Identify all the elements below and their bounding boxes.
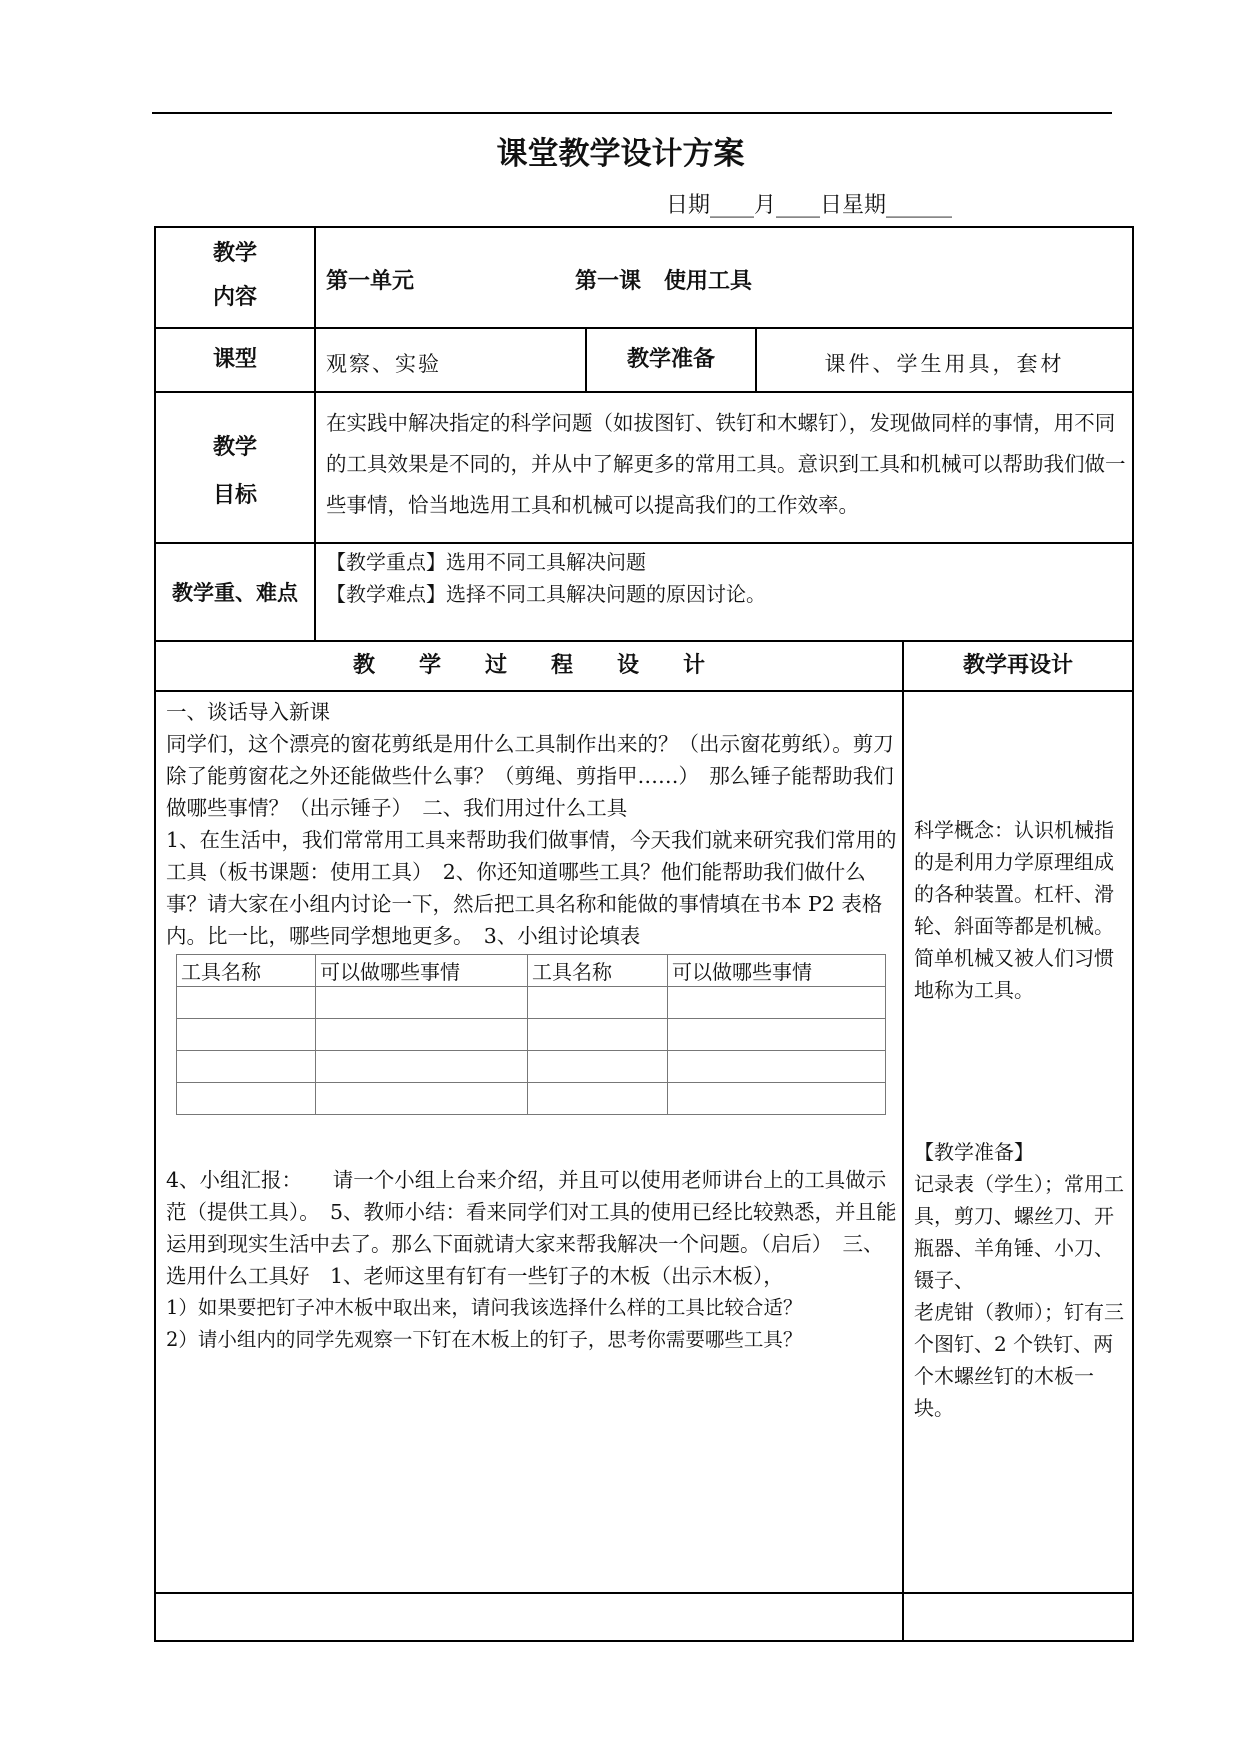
unit-label: 第一单元	[326, 269, 415, 294]
process-body-continued	[166, 1164, 900, 1356]
goal-text: 在实践中解决指定的科学问题（如拔图钉、铁钉和木螺钉），发现做同样的事情，用不同的工具效果是不同的，并从中了解更多的常用工具。意识到工具和机械可以帮助我们做一些事情，恰当地选用工具和机械可以提高我们的工作效率。	[326, 411, 1126, 517]
prep-list-1: 记录表（学生）；常用工具，剪刀、螺丝刀、开瓶器、羊角锤、小刀、镊子、	[914, 1172, 1124, 1292]
redesign-prep	[914, 1136, 1128, 1424]
top-rule	[152, 112, 1112, 114]
goal-label: 教学 目标	[212, 435, 257, 508]
intro-heading: 一、谈话导入新课	[166, 700, 330, 724]
key-label: 教学重、难点	[172, 581, 298, 605]
question-1: 1）如果要把钉子冲木板中取出来，请问我该选择什么样的工具比较合适？	[166, 1296, 803, 1319]
table-row	[177, 987, 886, 1019]
key-point: 【教学重点】选用不同工具解决问题	[326, 550, 646, 574]
page-title: 课堂教学设计方案	[496, 136, 745, 172]
prep-title: 【教学准备】	[914, 1140, 1034, 1164]
table-header: 可以做哪些事情	[316, 955, 528, 987]
table-row	[177, 1051, 886, 1083]
process-header: 教 学 过 程 设 计	[352, 653, 705, 678]
difficulty: 【教学难点】选择不同工具解决问题的原因讨论。	[326, 582, 766, 606]
report-paragraph: 4、小组汇报： 请一个小组上台来介绍，并且可以使用老师讲台上的工具做示范（提供工具）。 5、教师小结：看来同学们对工具的使用已经比较熟悉，并且能运用到现实生活中去了。那么下面就请大家来帮我解决一个问题。（启后） 三、选用什么工具好 1、老师这里有钉有一些钉子的木板（出示木板），	[166, 1168, 897, 1288]
prep-list-2: 老虎钳（教师）；钉有三个图钉、2 个铁钉、两个木螺丝钉的木板一块。	[914, 1300, 1124, 1420]
table-row	[177, 1019, 886, 1051]
lesson-label: 第一课 使用工具	[575, 269, 752, 294]
table-header: 工具名称	[528, 955, 668, 987]
redesign-concept: 科学概念：认识机械指的是利用力学原理组成的各种装置。杠杆、滑轮、斜面等都是机械。简单机械又被人们习惯地称为工具。	[914, 818, 1114, 1002]
tool-table	[176, 954, 886, 1115]
table-header: 工具名称	[177, 955, 316, 987]
table-header-row	[177, 955, 886, 987]
intro-paragraph: 同学们，这个漂亮的窗花剪纸是用什么工具制作出来的？（出示窗花剪纸）。剪刀除了能剪窗花之外还能做些什么事？（剪绳、剪指甲……） 那么锤子能帮助我们做哪些事情？（出示锤子） 二、我们用过什么工具	[166, 732, 894, 820]
process-body	[166, 696, 900, 952]
table-header: 可以做哪些事情	[668, 955, 886, 987]
step-paragraph: 1、在生活中，我们常常用工具来帮助我们做事情，今天我们就来研究我们常用的工具（板书课题：使用工具） 2、你还知道哪些工具？他们能帮助我们做什么事？请大家在小组内讨论一下，然后把工具名称和能做的事情填在书本 P2 表格内。比一比，哪些同学想地更多。 3、小组讨论填表	[166, 828, 897, 948]
prep-value: 课件、学生用具，套材	[824, 352, 1065, 376]
question-2: 2）请小组内的同学先观察一下钉在木板上的钉子，思考你需要哪些工具？	[166, 1328, 803, 1351]
type-label: 课型	[212, 347, 257, 372]
table-row	[177, 1083, 886, 1115]
redesign-header: 教学再设计	[962, 653, 1073, 678]
type-value: 观察、实验	[326, 352, 441, 376]
content-label: 教学 内容	[212, 241, 257, 310]
date-line: 日期____月____日星期______	[666, 193, 953, 218]
prep-label: 教学准备	[626, 347, 715, 372]
